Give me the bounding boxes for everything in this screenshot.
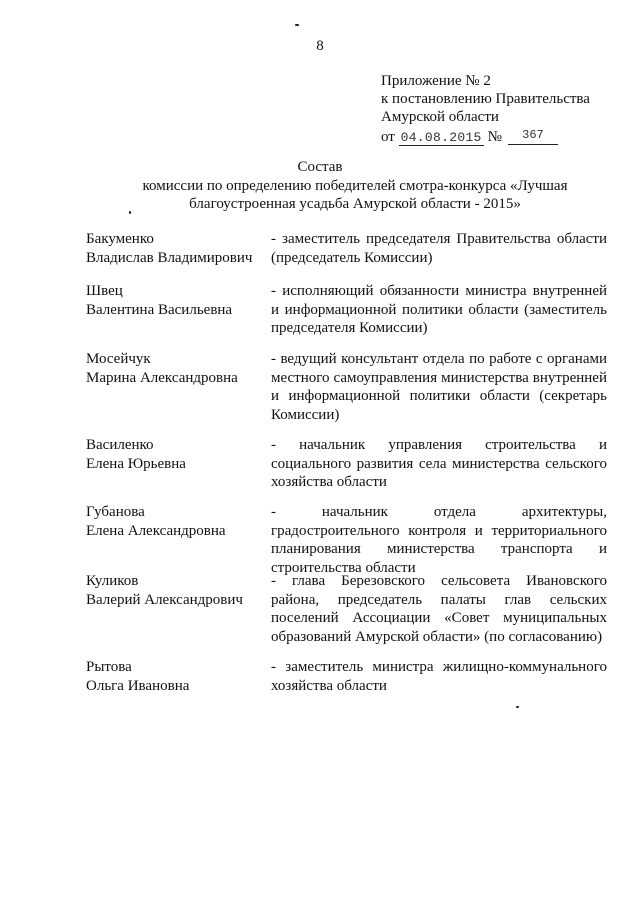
- appendix-number: 367: [508, 126, 558, 145]
- document-title: Состав: [297, 159, 343, 175]
- document-subtitle: комиссии по определению победителей смотра-конкурса «Лучшая благоустроенная усадьба Амурской области - 2015»: [142, 178, 568, 212]
- number-label: №: [487, 129, 502, 145]
- member-given-name: Валентина Васильевна: [86, 301, 233, 318]
- date-prefix: от: [381, 129, 395, 145]
- member-surname: Василенко: [86, 437, 154, 453]
- member-given-name: Елена Александровна: [86, 522, 226, 539]
- member-role: - заместитель председателя Правительства области (председатель Комиссии): [271, 231, 607, 266]
- member-surname: Губанова: [86, 504, 145, 520]
- member-given-name: Ольга Ивановна: [86, 677, 190, 694]
- member-surname: Рытова: [86, 659, 132, 675]
- appendix-date: 04.08.2015: [400, 130, 482, 145]
- member-name: [86, 282, 271, 319]
- member-name: [86, 436, 271, 473]
- member-role: - исполняющий обязанности министра внутренней и информационной политики области (заместитель председателя Комиссии): [271, 283, 607, 337]
- member-surname: Швец: [86, 283, 123, 299]
- member-name: [86, 658, 271, 695]
- member-given-name: Елена Юрьевна: [86, 455, 186, 472]
- member-role: - начальник отдела архитектуры, градостроительного контроля и территориального планирования министерства транспорта и строительства области: [271, 504, 607, 576]
- appendix-title: Приложение № 2: [381, 73, 491, 89]
- page-number: 8: [316, 38, 324, 54]
- member-name: [86, 230, 271, 267]
- member-role: - ведущий консультант отдела по работе с органами местного самоуправления министерства внутренней и информационной политики области (секретарь Комиссии): [271, 351, 607, 423]
- member-role: - начальник управления строительства и социального развития села министерства сельского хозяйства области: [271, 437, 607, 491]
- member-surname: Мосейчук: [86, 351, 151, 367]
- member-given-name: Марина Александровна: [86, 369, 238, 386]
- appendix-date-line: [381, 126, 590, 147]
- member-name: [86, 350, 271, 387]
- appendix-line-region: Амурской области: [381, 109, 499, 125]
- member-role: - заместитель министра жилищно-коммунального хозяйства области: [271, 659, 607, 694]
- member-given-name: Валерий Александрович: [86, 591, 243, 608]
- member-role: - глава Березовского сельсовета Ивановского района, председатель палаты глав сельских поселений Ассоциации «Совет муниципальных образований Амурской области» (по согласованию): [271, 573, 607, 645]
- member-surname: Бакуменко: [86, 231, 154, 247]
- member-given-name: Владислав Владимирович: [86, 249, 253, 266]
- member-name: [86, 572, 271, 609]
- appendix-line-resolution: к постановлению Правительства: [381, 91, 590, 107]
- member-surname: Куликов: [86, 573, 139, 589]
- appendix-block: [381, 72, 590, 147]
- scan-speck: [516, 706, 519, 708]
- scan-speck: [129, 211, 131, 214]
- member-name: [86, 503, 271, 540]
- scan-speck: [295, 24, 299, 26]
